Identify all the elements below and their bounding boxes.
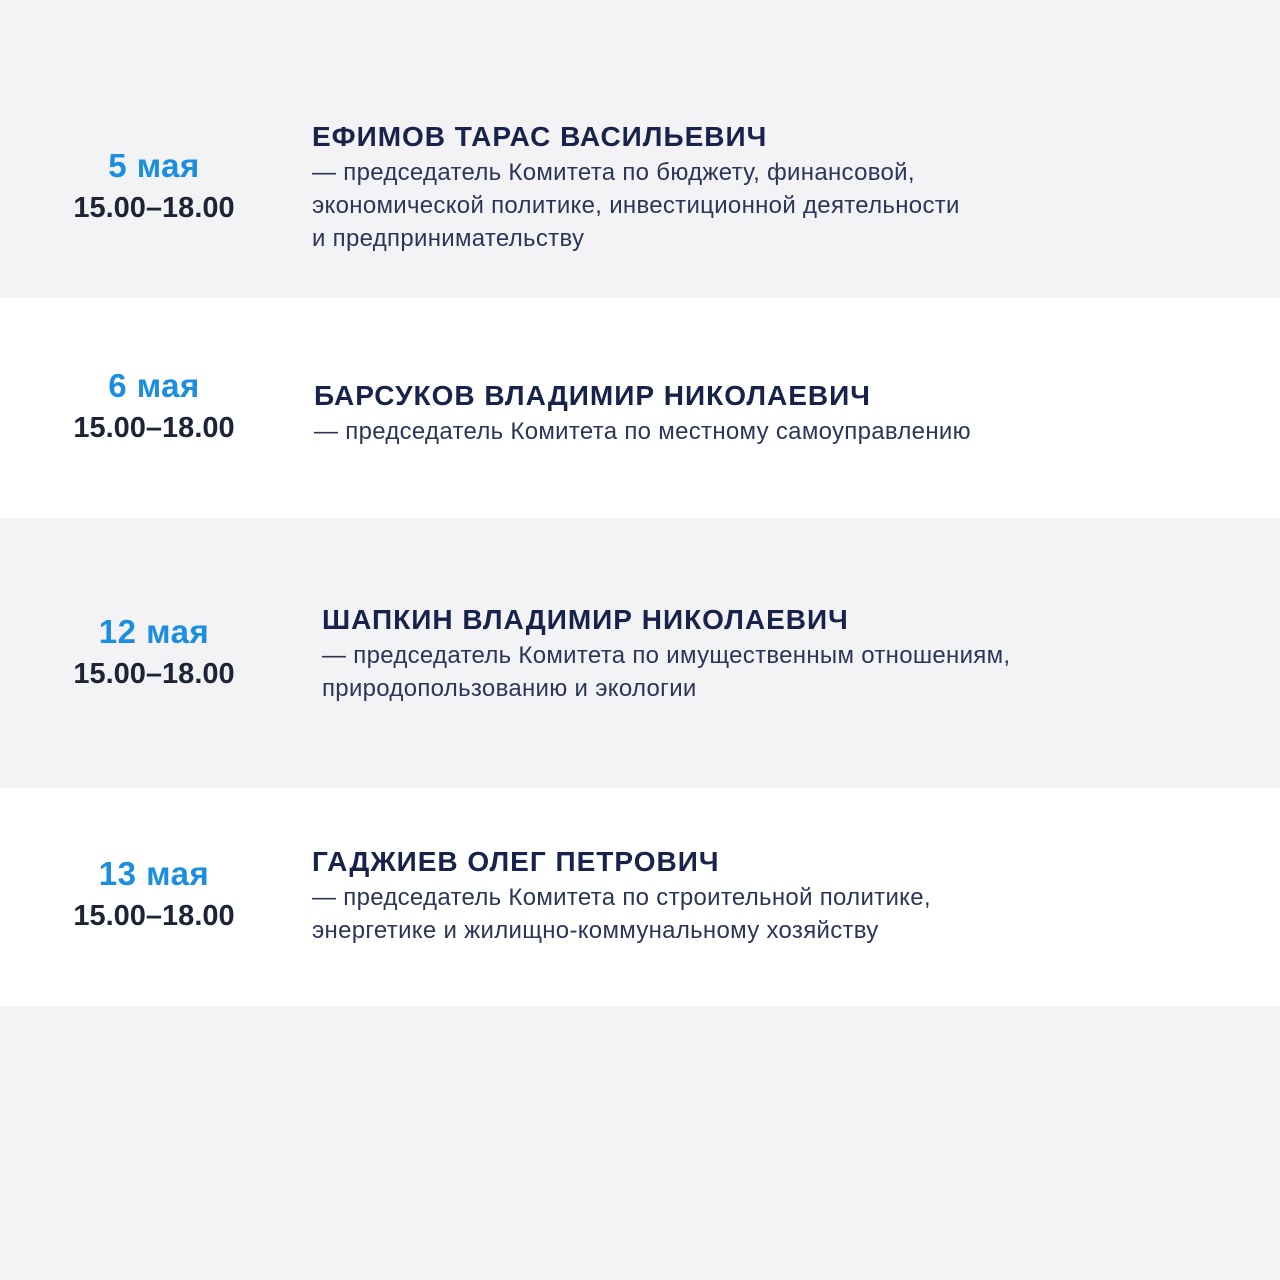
schedule-date: 5 мая [108,147,200,184]
role-line: — председатель Комитета по местному самоуправлению [314,418,971,445]
deputy-role [312,881,931,947]
deputy-role [314,415,971,448]
deputy-name: ШАПКИН ВЛАДИМИР НИКОЛАЕВИЧ [322,604,849,635]
deputy-info [312,845,931,947]
role-line: и предпринимательству [312,225,585,252]
schedule-date: 6 мая [108,367,200,404]
schedule-time: 15.00–18.00 [73,658,235,690]
deputy-role [312,156,960,255]
schedule-date-block [40,366,268,446]
role-line: энергетике и жилищно-коммунальному хозяйству [312,917,879,944]
schedule-date-block [40,612,268,692]
schedule-date-block [40,146,268,226]
schedule-time: 15.00–18.00 [73,192,235,224]
deputy-name: БАРСУКОВ ВЛАДИМИР НИКОЛАЕВИЧ [314,380,871,411]
deputy-info [322,603,1010,705]
schedule-time: 15.00–18.00 [73,900,235,932]
schedule-time: 15.00–18.00 [73,412,235,444]
schedule-date-block [40,854,268,934]
schedule-date: 12 мая [98,613,210,650]
empty-band [0,1006,1280,1280]
deputy-info [312,120,960,255]
role-line: природопользованию и экологии [322,675,697,702]
deputy-name: ЕФИМОВ ТАРАС ВАСИЛЬЕВИЧ [312,121,768,152]
deputy-role [322,639,1010,705]
role-line: — председатель Комитета по имущественным отношениям, [322,642,1011,669]
role-line: — председатель Комитета по бюджету, финансовой, [312,159,915,186]
deputy-info [314,379,971,448]
role-line: — председатель Комитета по строительной политике, [312,884,931,911]
role-line: экономической политике, инвестиционной деятельности [312,192,960,219]
deputy-name: ГАДЖИЕВ ОЛЕГ ПЕТРОВИЧ [312,846,720,877]
schedule-date: 13 мая [98,855,210,892]
